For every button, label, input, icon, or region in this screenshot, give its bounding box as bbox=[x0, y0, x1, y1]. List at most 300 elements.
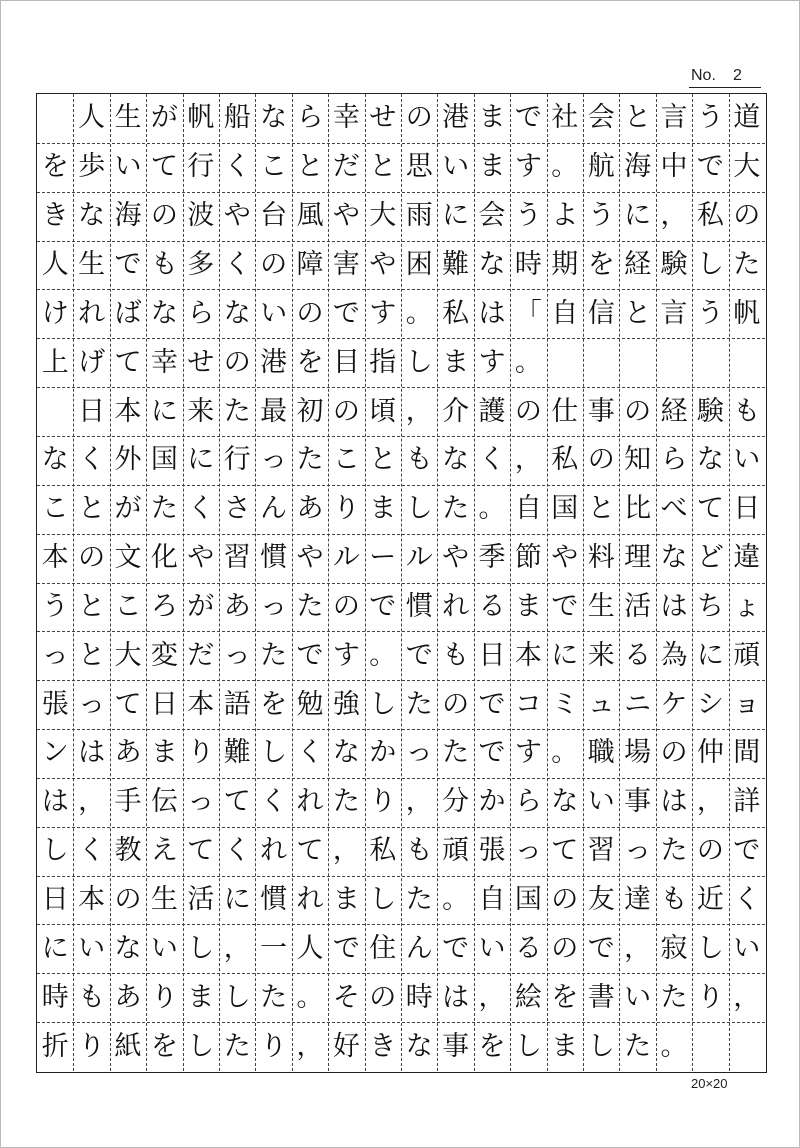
manuscript-char: か bbox=[369, 737, 397, 769]
manuscript-char: 自 bbox=[478, 884, 506, 916]
manuscript-char: 信 bbox=[587, 297, 615, 329]
manuscript-char: で bbox=[478, 737, 506, 769]
manuscript-char: 大 bbox=[114, 639, 142, 671]
manuscript-char: 教 bbox=[114, 835, 142, 867]
manuscript-char: 生 bbox=[114, 102, 142, 134]
manuscript-char: 人 bbox=[296, 932, 324, 964]
manuscript-char: り bbox=[150, 981, 178, 1013]
manuscript-char: 中 bbox=[660, 151, 688, 183]
manuscript-char: し bbox=[223, 981, 251, 1013]
manuscript-char: 台 bbox=[260, 200, 288, 232]
manuscript-char: ル bbox=[332, 542, 360, 574]
manuscript-char: な bbox=[551, 786, 579, 818]
manuscript-char: っ bbox=[41, 639, 69, 671]
manuscript-char: た bbox=[296, 444, 324, 476]
manuscript-char: ル bbox=[405, 542, 433, 574]
manuscript-char: た bbox=[405, 884, 433, 916]
manuscript-char: や bbox=[442, 542, 470, 574]
manuscript-char: な bbox=[442, 444, 470, 476]
manuscript-char bbox=[37, 100, 73, 136]
manuscript-char: の bbox=[332, 590, 360, 622]
manuscript-char: 幸 bbox=[150, 346, 178, 378]
manuscript-char: と bbox=[78, 590, 106, 622]
manuscript-char: く bbox=[223, 835, 251, 867]
manuscript-char: い bbox=[150, 932, 178, 964]
manuscript-char: な bbox=[478, 248, 506, 280]
manuscript-char: 港 bbox=[442, 102, 470, 134]
manuscript-char: 私 bbox=[551, 444, 579, 476]
manuscript-char: れ bbox=[296, 786, 324, 818]
grid-column-line bbox=[401, 94, 402, 1071]
grid-column-line bbox=[365, 94, 366, 1071]
manuscript-char: こ bbox=[114, 590, 142, 622]
manuscript-char: た bbox=[223, 395, 251, 427]
manuscript-char: も bbox=[733, 395, 761, 427]
manuscript-char: ， bbox=[660, 200, 688, 232]
genkou-grid bbox=[36, 93, 767, 1073]
manuscript-char: 難 bbox=[442, 248, 470, 280]
manuscript-char: た bbox=[260, 639, 288, 671]
manuscript-char: 日 bbox=[78, 395, 106, 427]
manuscript-char: 雨 bbox=[405, 200, 433, 232]
manuscript-char: よ bbox=[551, 200, 579, 232]
manuscript-char: あ bbox=[114, 737, 142, 769]
manuscript-char: 達 bbox=[624, 884, 652, 916]
manuscript-char: 。 bbox=[405, 297, 433, 329]
manuscript-char: い bbox=[478, 932, 506, 964]
manuscript-char: っ bbox=[514, 835, 542, 867]
manuscript-char: 事 bbox=[587, 395, 615, 427]
manuscript-char: ミ bbox=[551, 688, 579, 720]
manuscript-char: 国 bbox=[551, 493, 579, 525]
manuscript-char: か bbox=[478, 786, 506, 818]
manuscript-char: え bbox=[150, 835, 178, 867]
manuscript-char: ば bbox=[114, 297, 142, 329]
manuscript-char: を bbox=[296, 346, 324, 378]
manuscript-char: し bbox=[405, 493, 433, 525]
manuscript-char: し bbox=[405, 346, 433, 378]
manuscript-char: 事 bbox=[442, 1030, 470, 1062]
manuscript-char: 節 bbox=[514, 542, 542, 574]
manuscript-char: で bbox=[514, 102, 542, 134]
manuscript-char: ま bbox=[187, 981, 215, 1013]
manuscript-char: 紙 bbox=[114, 1030, 142, 1062]
manuscript-char: 仕 bbox=[551, 395, 579, 427]
manuscript-char: ， bbox=[405, 786, 433, 818]
manuscript-char: の bbox=[114, 884, 142, 916]
manuscript-char: た bbox=[442, 493, 470, 525]
grid-column-line bbox=[437, 94, 438, 1071]
manuscript-char: 生 bbox=[587, 590, 615, 622]
manuscript-char: 歩 bbox=[78, 151, 106, 183]
manuscript-char: 多 bbox=[187, 248, 215, 280]
manuscript-char: 頃 bbox=[369, 395, 397, 427]
manuscript-char: な bbox=[332, 737, 360, 769]
manuscript-char: 手 bbox=[114, 786, 142, 818]
manuscript-char: 。 bbox=[478, 493, 506, 525]
page-number-label: No. bbox=[691, 67, 716, 84]
manuscript-char: あ bbox=[223, 590, 251, 622]
manuscript-char: い bbox=[260, 297, 288, 329]
manuscript-char: や bbox=[296, 542, 324, 574]
manuscript-char: き bbox=[41, 200, 69, 232]
manuscript-char: 慣 bbox=[260, 884, 288, 916]
manuscript-char: ー bbox=[369, 542, 397, 574]
manuscript-char: る bbox=[478, 590, 506, 622]
manuscript-char: の bbox=[405, 102, 433, 134]
manuscript-char: 人 bbox=[78, 102, 106, 134]
manuscript-char: い bbox=[78, 932, 106, 964]
manuscript-char: 寂 bbox=[660, 932, 688, 964]
manuscript-char: う bbox=[514, 200, 542, 232]
manuscript-char: 大 bbox=[369, 200, 397, 232]
manuscript-char: 活 bbox=[624, 590, 652, 622]
manuscript-char: と bbox=[78, 639, 106, 671]
manuscript-char: 本 bbox=[514, 639, 542, 671]
manuscript-char: 本 bbox=[114, 395, 142, 427]
manuscript-char: 難 bbox=[223, 737, 251, 769]
manuscript-char: の bbox=[296, 297, 324, 329]
manuscript-char: 時 bbox=[405, 981, 433, 1013]
manuscript-char: だ bbox=[187, 639, 215, 671]
manuscript-char: せ bbox=[187, 346, 215, 378]
manuscript-char: ど bbox=[696, 542, 724, 574]
manuscript-char: り bbox=[332, 493, 360, 525]
manuscript-char: シ bbox=[696, 688, 724, 720]
manuscript-char: て bbox=[187, 835, 215, 867]
grid-column-line bbox=[547, 94, 548, 1071]
manuscript-char: と bbox=[369, 151, 397, 183]
manuscript-char: ん bbox=[405, 932, 433, 964]
manuscript-char: の bbox=[514, 395, 542, 427]
manuscript-char: の bbox=[660, 737, 688, 769]
manuscript-char: ま bbox=[332, 884, 360, 916]
manuscript-char: り bbox=[260, 1030, 288, 1062]
manuscript-char: く bbox=[223, 248, 251, 280]
manuscript-char: や bbox=[551, 542, 579, 574]
grid-column-line bbox=[583, 94, 584, 1071]
manuscript-char: り bbox=[187, 737, 215, 769]
manuscript-char: く bbox=[187, 493, 215, 525]
manuscript-char: 幸 bbox=[332, 102, 360, 134]
manuscript-char: な bbox=[41, 444, 69, 476]
manuscript-char: 住 bbox=[369, 932, 397, 964]
manuscript-char: の bbox=[223, 346, 251, 378]
manuscript-char: で bbox=[405, 639, 433, 671]
manuscript-char: そ bbox=[332, 981, 360, 1013]
manuscript-char: に bbox=[624, 200, 652, 232]
manuscript-char: 人 bbox=[41, 248, 69, 280]
manuscript-char: な bbox=[78, 200, 106, 232]
manuscript-char: 一 bbox=[260, 932, 288, 964]
manuscript-char: を bbox=[260, 688, 288, 720]
manuscript-char: い bbox=[587, 786, 615, 818]
manuscript-char: の bbox=[442, 688, 470, 720]
manuscript-char: る bbox=[514, 932, 542, 964]
manuscript-char: た bbox=[260, 981, 288, 1013]
manuscript-char: 理 bbox=[624, 542, 652, 574]
manuscript-char: 活 bbox=[187, 884, 215, 916]
manuscript-char: ， bbox=[514, 444, 542, 476]
manuscript-char: い bbox=[114, 151, 142, 183]
manuscript-char: り bbox=[78, 1030, 106, 1062]
manuscript-char: ， bbox=[624, 932, 652, 964]
manuscript-char: 初 bbox=[296, 395, 324, 427]
manuscript-char: る bbox=[624, 639, 652, 671]
manuscript-char: し bbox=[587, 1030, 615, 1062]
manuscript-char: す bbox=[369, 297, 397, 329]
manuscript-char: 外 bbox=[114, 444, 142, 476]
manuscript-char: 。 bbox=[442, 884, 470, 916]
manuscript-char: 詳 bbox=[733, 786, 761, 818]
manuscript-char: な bbox=[660, 542, 688, 574]
grid-column-line bbox=[328, 94, 329, 1071]
manuscript-char: く bbox=[223, 151, 251, 183]
manuscript-char: す bbox=[514, 151, 542, 183]
manuscript-char: を bbox=[551, 981, 579, 1013]
manuscript-char: も bbox=[78, 981, 106, 1013]
manuscript-char: く bbox=[260, 786, 288, 818]
manuscript-char: で bbox=[551, 590, 579, 622]
manuscript-char: げ bbox=[78, 346, 106, 378]
manuscript-char: た bbox=[150, 493, 178, 525]
manuscript-char: 航 bbox=[587, 151, 615, 183]
manuscript-char: い bbox=[733, 932, 761, 964]
manuscript-char: 害 bbox=[332, 248, 360, 280]
manuscript-char: す bbox=[514, 737, 542, 769]
manuscript-char: 語 bbox=[223, 688, 251, 720]
manuscript-char: こ bbox=[332, 444, 360, 476]
manuscript-char: ま bbox=[478, 102, 506, 134]
manuscript-char: は bbox=[660, 786, 688, 818]
manuscript-char: り bbox=[696, 981, 724, 1013]
manuscript-char: 張 bbox=[478, 835, 506, 867]
manuscript-char: 験 bbox=[660, 248, 688, 280]
manuscript-char: の bbox=[260, 248, 288, 280]
grid-column-line bbox=[619, 94, 620, 1071]
manuscript-char: 思 bbox=[405, 151, 433, 183]
manuscript-char: ン bbox=[41, 737, 69, 769]
grid-column-line bbox=[255, 94, 256, 1071]
manuscript-char: 障 bbox=[296, 248, 324, 280]
manuscript-char: て bbox=[223, 786, 251, 818]
manuscript-char: ， bbox=[296, 1030, 324, 1062]
manuscript-char: 頑 bbox=[733, 639, 761, 671]
manuscript-char: 間 bbox=[733, 737, 761, 769]
manuscript-char: て bbox=[150, 151, 178, 183]
manuscript-char: な bbox=[114, 932, 142, 964]
grid-size-label: 20×20 bbox=[691, 1076, 728, 1091]
manuscript-char: ま bbox=[478, 151, 506, 183]
manuscript-char: う bbox=[41, 590, 69, 622]
manuscript-char: な bbox=[696, 444, 724, 476]
grid-column-line bbox=[729, 94, 730, 1071]
manuscript-char: ， bbox=[223, 932, 251, 964]
manuscript-char: と bbox=[78, 493, 106, 525]
manuscript-char: で bbox=[696, 151, 724, 183]
manuscript-char: 折 bbox=[41, 1030, 69, 1062]
manuscript-char: の bbox=[551, 932, 579, 964]
manuscript-char: 文 bbox=[114, 542, 142, 574]
manuscript-char: き bbox=[369, 1030, 397, 1062]
manuscript-char: ょ bbox=[733, 590, 761, 622]
manuscript-char: ん bbox=[260, 493, 288, 525]
manuscript-char: 仲 bbox=[696, 737, 724, 769]
manuscript-char: 港 bbox=[260, 346, 288, 378]
manuscript-char: 自 bbox=[514, 493, 542, 525]
manuscript-char: を bbox=[41, 151, 69, 183]
manuscript-char: 知 bbox=[624, 444, 652, 476]
page-number bbox=[689, 65, 761, 88]
manuscript-char: 海 bbox=[114, 200, 142, 232]
manuscript-char: 日 bbox=[478, 639, 506, 671]
manuscript-char: し bbox=[696, 248, 724, 280]
manuscript-char: 行 bbox=[223, 444, 251, 476]
manuscript-char: な bbox=[260, 102, 288, 134]
manuscript-char: の bbox=[733, 200, 761, 232]
manuscript-char: 比 bbox=[624, 493, 652, 525]
manuscript-char: の bbox=[551, 884, 579, 916]
manuscript-char: た bbox=[405, 688, 433, 720]
manuscript-char: 私 bbox=[696, 200, 724, 232]
manuscript-char: の bbox=[587, 444, 615, 476]
manuscript-char: に bbox=[223, 884, 251, 916]
manuscript-char: り bbox=[369, 786, 397, 818]
manuscript-char: 職 bbox=[587, 737, 615, 769]
manuscript-char: 化 bbox=[150, 542, 178, 574]
manuscript-char: ョ bbox=[733, 688, 761, 720]
manuscript-char: ケ bbox=[660, 688, 688, 720]
manuscript-char: で bbox=[442, 932, 470, 964]
manuscript-char: 経 bbox=[624, 248, 652, 280]
manuscript-char: に bbox=[41, 932, 69, 964]
manuscript-char: 帆 bbox=[187, 102, 215, 134]
grid-column-line bbox=[73, 94, 74, 1071]
manuscript-char: で bbox=[332, 297, 360, 329]
manuscript-char: れ bbox=[296, 884, 324, 916]
manuscript-char: ら bbox=[296, 102, 324, 134]
manuscript-char: 本 bbox=[41, 542, 69, 574]
manuscript-char: っ bbox=[260, 444, 288, 476]
manuscript-char: 近 bbox=[696, 884, 724, 916]
manuscript-char: し bbox=[260, 737, 288, 769]
manuscript-char: を bbox=[478, 1030, 506, 1062]
manuscript-char: 風 bbox=[296, 200, 324, 232]
manuscript-char: れ bbox=[78, 297, 106, 329]
manuscript-char: 日 bbox=[150, 688, 178, 720]
manuscript-char: 「 bbox=[514, 297, 542, 329]
manuscript-char: ま bbox=[150, 737, 178, 769]
manuscript-char: 時 bbox=[41, 981, 69, 1013]
manuscript-char: し bbox=[369, 884, 397, 916]
manuscript-char: も bbox=[150, 248, 178, 280]
manuscript-char: や bbox=[369, 248, 397, 280]
manuscript-char: 大 bbox=[733, 151, 761, 183]
manuscript-char: 場 bbox=[624, 737, 652, 769]
manuscript-char: 分 bbox=[442, 786, 470, 818]
manuscript-char: た bbox=[223, 1030, 251, 1062]
manuscript-char: の bbox=[78, 542, 106, 574]
manuscript-char: て bbox=[696, 493, 724, 525]
manuscript-char: な bbox=[405, 1030, 433, 1062]
manuscript-char: で bbox=[478, 688, 506, 720]
grid-column-line bbox=[110, 94, 111, 1071]
manuscript-char: が bbox=[150, 102, 178, 134]
manuscript-char: は bbox=[41, 786, 69, 818]
manuscript-char: て bbox=[296, 835, 324, 867]
manuscript-char: の bbox=[624, 395, 652, 427]
manuscript-char: 。 bbox=[296, 981, 324, 1013]
grid-column-line bbox=[219, 94, 220, 1071]
manuscript-char: 伝 bbox=[150, 786, 178, 818]
manuscript-char: っ bbox=[624, 835, 652, 867]
manuscript-char: だ bbox=[332, 151, 360, 183]
manuscript-char: と bbox=[369, 444, 397, 476]
manuscript-char: ま bbox=[442, 346, 470, 378]
manuscript-char: し bbox=[369, 688, 397, 720]
manuscript-char: と bbox=[624, 102, 652, 134]
manuscript-char: あ bbox=[114, 981, 142, 1013]
manuscript-char: く bbox=[478, 444, 506, 476]
manuscript-char: 会 bbox=[478, 200, 506, 232]
manuscript-char: 勉 bbox=[296, 688, 324, 720]
manuscript-char: っ bbox=[260, 590, 288, 622]
manuscript-char: 国 bbox=[150, 444, 178, 476]
manuscript-char: 友 bbox=[587, 884, 615, 916]
manuscript-char: 季 bbox=[478, 542, 506, 574]
manuscript-char: た bbox=[442, 737, 470, 769]
manuscript-char: っ bbox=[187, 786, 215, 818]
manuscript-char: 行 bbox=[187, 151, 215, 183]
manuscript-char: 道 bbox=[733, 102, 761, 134]
manuscript-char: で bbox=[587, 932, 615, 964]
manuscript-char: 波 bbox=[187, 200, 215, 232]
manuscript-char: れ bbox=[442, 590, 470, 622]
manuscript-char: の bbox=[369, 981, 397, 1013]
manuscript-char: 強 bbox=[332, 688, 360, 720]
manuscript-char: し bbox=[41, 835, 69, 867]
manuscript-char: 習 bbox=[223, 542, 251, 574]
manuscript-char: た bbox=[624, 1030, 652, 1062]
manuscript-char: で bbox=[296, 639, 324, 671]
manuscript-char: で bbox=[733, 835, 761, 867]
manuscript-char: せ bbox=[369, 102, 397, 134]
manuscript-char: 慣 bbox=[260, 542, 288, 574]
manuscript-char: 書 bbox=[587, 981, 615, 1013]
manuscript-char: 期 bbox=[551, 248, 579, 280]
manuscript-char: 私 bbox=[369, 835, 397, 867]
manuscript-char: ま bbox=[551, 1030, 579, 1062]
manuscript-char: た bbox=[660, 835, 688, 867]
manuscript-char: ま bbox=[514, 590, 542, 622]
manuscript-char: が bbox=[187, 590, 215, 622]
manuscript-char: と bbox=[296, 151, 324, 183]
grid-column-line bbox=[656, 94, 657, 1071]
manuscript-char: 経 bbox=[660, 395, 688, 427]
manuscript-char: 言 bbox=[660, 102, 688, 134]
manuscript-char: ら bbox=[514, 786, 542, 818]
manuscript-char: 験 bbox=[696, 395, 724, 427]
manuscript-char: う bbox=[696, 102, 724, 134]
page-number-value: 2 bbox=[733, 67, 742, 84]
manuscript-char: 介 bbox=[442, 395, 470, 427]
manuscript-char: 生 bbox=[78, 248, 106, 280]
grid-column-line bbox=[510, 94, 511, 1071]
manuscript-char: い bbox=[442, 151, 470, 183]
manuscript-char: 絵 bbox=[514, 981, 542, 1013]
manuscript-char: と bbox=[624, 297, 652, 329]
manuscript-char: コ bbox=[514, 688, 542, 720]
